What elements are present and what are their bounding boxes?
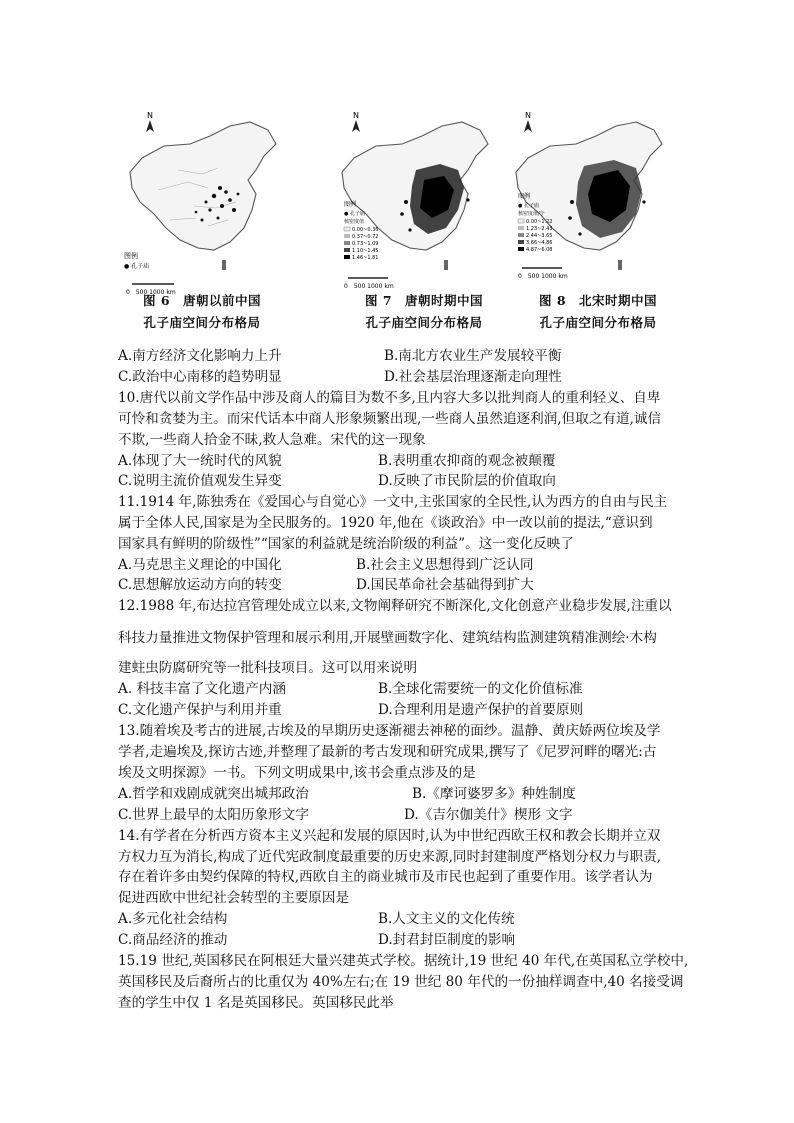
q10-stem-line-2: 可怜和贪婪为主。而宋代话本中商人形象频繁出现,一些商人虽然追逐利润,但取之有道,诚信	[118, 411, 662, 427]
caption-line-1: 图 6 唐朝以前中国	[142, 293, 262, 308]
caption-line-2: 孔子庙空间分布格局	[539, 315, 657, 330]
q9-option-b: B.南北方农业生产发展较平衡	[384, 348, 562, 364]
q14-option-c: C.商品经济的推动	[118, 932, 228, 948]
north-arrow-icon	[524, 120, 532, 132]
map-caption-7	[334, 290, 514, 334]
legend-item: 0.37~0.72	[352, 234, 379, 240]
q13-stem-line-2: 学者,走遍埃及,探访古迹,并整理了最新的考古发现和研究成果,撰写了《尼罗河畔的曙光:古	[118, 744, 657, 760]
legend-title: 图例	[344, 201, 357, 208]
legend-item: 1.46~1.81	[352, 255, 379, 261]
q14-stem-line-1: 14.有学者在分析西方资本主义兴起和发展的原因时,认为中世纪西欧王权和教会长期并立双	[118, 828, 661, 844]
north-label: N	[147, 111, 153, 120]
q14-stem-line-3: 存在着许多由契约保障的特权,西欧自主的商业城市及市民也起到了重要作用。该学者认为	[118, 869, 653, 885]
caption-line-1: 图 8 北宋时期中国	[538, 293, 658, 308]
legend-item: 4.87~6.08	[526, 247, 553, 253]
caption-line-2: 孔子庙空间分布格局	[365, 315, 483, 330]
q14-option-a: A.多元化社会结构	[118, 911, 228, 927]
q9-option-c: C.政治中心南移的趋势明显	[118, 369, 282, 385]
q11-option-a: A.马克思主义理论的中国化	[118, 557, 282, 573]
china-map-northern-song	[514, 110, 684, 300]
q13-stem-line-3: 埃及文明探源》一书。下列文明成果中,该书会重点涉及的是	[118, 765, 476, 781]
north-label: N	[525, 111, 531, 120]
legend-item: ● 孔子庙	[124, 263, 150, 270]
q12-stem-line-2: 科技力量推进文物保护管理和展示利用,开展壁画数字化、建筑结构监测建筑精准测绘·木构	[118, 630, 657, 646]
legend-item: ● 孔子庙	[518, 203, 539, 209]
legend-item: 3.66~4.86	[526, 240, 553, 246]
caption-line-2: 孔子庙空间分布格局	[143, 315, 261, 330]
q11-stem-line-1: 11.1914 年,陈独秀在《爱国心与自觉心》一文中,主张国家的全民性,认为西方的自由与民主	[118, 494, 668, 510]
q13-option-c: C.世界上最早的太阳历象形文字	[118, 807, 309, 823]
q11-option-c: C.思想解放运动方向的转变	[118, 577, 282, 593]
legend-item: 2.44~3.65	[526, 233, 553, 239]
q13-option-a: A.哲学和戏剧成就突出城邦政治	[118, 786, 309, 802]
legend-item: 0.73~1.09	[352, 241, 379, 247]
map-figure-8	[514, 110, 684, 342]
legend-item: 核密度值/个	[518, 211, 545, 217]
q15-stem-line-3: 查的学生中仅 1 名是英国移民。英国移民此举	[118, 995, 394, 1011]
legend-title: 图例	[124, 252, 138, 260]
q15-stem-line-1: 15.19 世纪,英国移民在阿根廷大量兴建英式学校。据统计,19 世纪 40 年代,在英国私立学校中,	[118, 953, 689, 969]
map-caption-6	[112, 290, 292, 334]
map-figure-6	[118, 110, 288, 342]
q9-option-a: A.南方经济文化影响力上升	[118, 348, 282, 364]
q15-stem-line-2: 英国移民及后裔所占的比重仅为 40%左右;在 19 世纪 80 年代的一份抽样调查中,40 名接受调	[118, 974, 684, 990]
scale-bar-label: 0 500 1000 km	[344, 283, 394, 290]
q13-option-b: B.《摩诃婆罗多》种姓制度	[412, 786, 576, 802]
q11-stem-line-2: 属于全体人民,国家是为全民服务的。1920 年,他在《谈政治》中一改以前的提法,“意识到	[118, 515, 653, 531]
scale-bar-label: 0 500 1000 km	[518, 273, 568, 280]
q12-option-c: C.文化遗产保护与利用并重	[118, 702, 282, 718]
q11-option-b: B.社会主义思想得到广泛认同	[356, 557, 534, 573]
q14-stem-line-2: 方权力互为消长,构成了近代宪政制度最重要的历史来源,同时封建制度严格划分权力与职责,	[118, 849, 662, 865]
legend-item: 核密度值	[344, 219, 365, 225]
legend-item: 0.00~1.22	[526, 219, 553, 225]
legend-item: ● 孔子庙	[344, 211, 365, 217]
legend-item: 1.23~2.43	[526, 226, 553, 232]
q14-option-b: B.人文主义的文化传统	[378, 911, 515, 927]
q13-option-d: D.《吉尔伽美什》楔形 文字	[404, 807, 573, 823]
q12-stem-line-1: 12.1988 年,布达拉宫管理处成立以来,文物阐释研究不断深化,文化创意产业稳步发展,注重以	[118, 598, 672, 614]
scale-bar-label: 0 500 1000 km	[126, 289, 176, 296]
map-figures	[118, 110, 678, 342]
china-map-tang	[340, 110, 510, 300]
north-label: N	[353, 111, 359, 120]
q14-stem-line-4: 促进西欧中世纪社会转型的主要原因是	[118, 890, 350, 906]
china-map-pre-tang	[118, 110, 288, 300]
q11-stem-line-3: 国家具有鲜明的阶级性”“国家的利益就是统治阶级的利益”。这一变化反映了	[118, 536, 574, 552]
north-arrow-icon	[146, 120, 154, 132]
q12-option-d: D.合理利用是遗产保护的首要原则	[378, 702, 584, 718]
q10-stem-line-1: 10.唐代以前文学作品中涉及商人的篇目为数不多,且内容大多以批判商人的重利轻义、自卑	[118, 390, 661, 406]
map-caption-8	[508, 290, 688, 334]
caption-line-1: 图 7 唐朝时期中国	[364, 293, 484, 308]
q12-option-b: B.全球化需要统一的文化价值标准	[378, 681, 583, 697]
q13-stem-line-1: 13.随着埃及考古的进展,古埃及的早期历史逐渐褪去神秘的面纱。温静、黄庆娇两位埃及学	[118, 723, 661, 739]
q10-stem-line-3: 不欺,一些商人拾金不昧,救人急难。宋代的这一现象	[118, 432, 426, 448]
q10-option-b: B.表明重农抑商的观念被颠覆	[378, 453, 556, 469]
north-arrow-icon	[352, 120, 360, 132]
legend-item: 0.00~0.36	[352, 227, 379, 233]
q11-option-d: D.国民革命社会基础得到扩大	[356, 577, 534, 593]
legend-item: 1.10~1.45	[352, 248, 379, 254]
legend-title: 图例	[518, 193, 531, 200]
q9-option-d: D.社会基层治理逐渐走向理性	[384, 369, 562, 385]
q12-stem-line-3: 建蛀虫防腐研究等一批科技项目。这可以用来说明	[118, 660, 418, 676]
q10-option-a: A.体现了大一统时代的风貌	[118, 453, 282, 469]
q10-option-d: D.反映了市民阶层的价值取向	[378, 473, 556, 489]
q12-option-a: A. 科技丰富了文化遗产内涵	[118, 681, 286, 697]
q14-option-d: D.封君封臣制度的影响	[378, 932, 516, 948]
map-figure-7	[340, 110, 510, 342]
q10-option-c: C.说明主流价值观发生异变	[118, 473, 282, 489]
